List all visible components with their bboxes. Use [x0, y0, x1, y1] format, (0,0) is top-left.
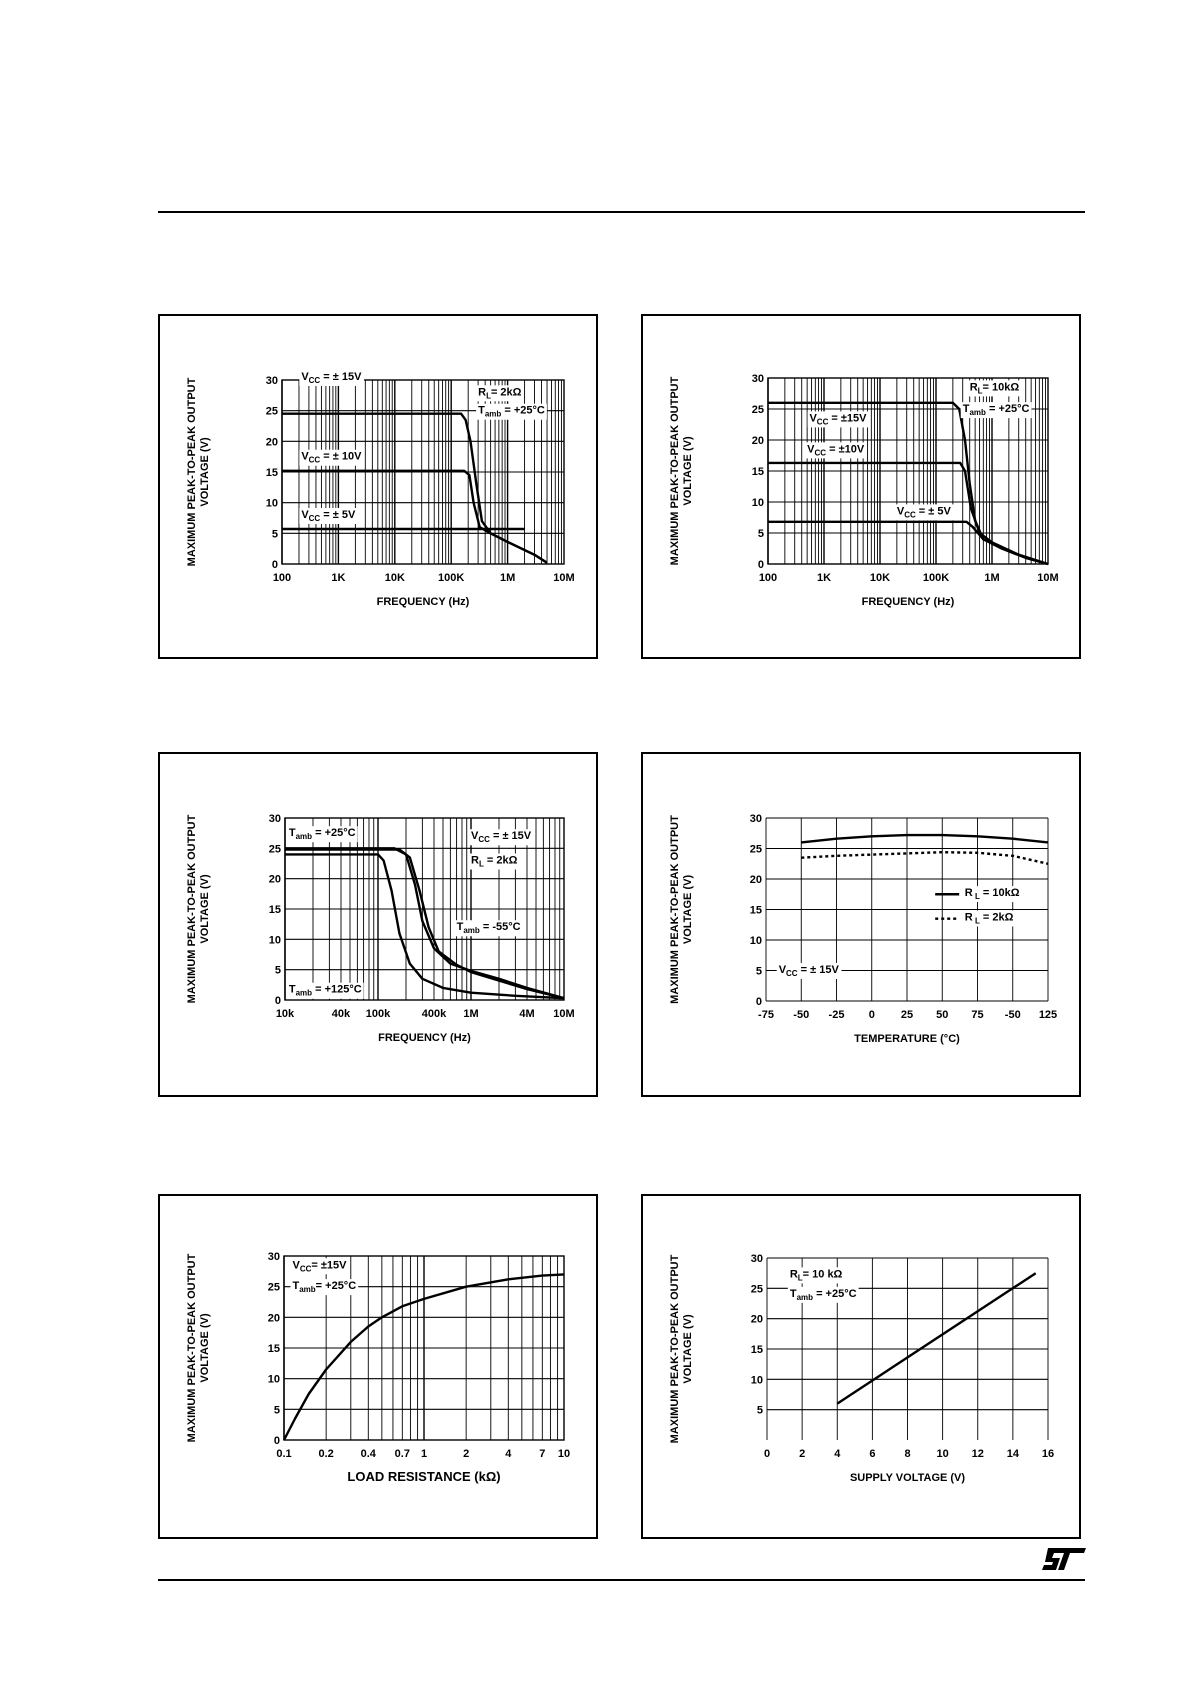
y-tick-label: 20: [749, 874, 762, 886]
x-axis-title: FREQUENCY (Hz): [378, 1032, 471, 1044]
x-tick-label: 1M: [463, 1008, 479, 1020]
series-line: [801, 835, 1048, 842]
y-tick-label: 30: [268, 813, 281, 825]
y-tick-label: 15: [751, 466, 764, 478]
chart-1: [160, 316, 600, 661]
y-tick-label: 10: [751, 497, 764, 509]
y-axis-title: MAXIMUM PEAK-TO-PEAK OUTPUT: [669, 376, 681, 566]
svg-text:VCC = ±10V: $V_{CC} = \pm 10V$: [807, 443, 865, 458]
x-tick-label: 1K: [816, 572, 832, 584]
y-tick-label: 0: [274, 995, 281, 1007]
svg-text:VCC = ± 5V: $V_{CC}$ = ± 5V: [301, 509, 356, 523]
svg-text:VCC = ± 10V: $V_{CC}$ = ± 10V: [301, 450, 362, 465]
svg-text:R L = 10kΩ: R $_L$ = 10kΩ: [964, 887, 1020, 902]
y-tick-label: 15: [749, 904, 762, 917]
x-tick-label: 100: [272, 572, 292, 584]
y-axis-title: MAXIMUM PEAK-TO-PEAK OUTPUT: [186, 377, 198, 567]
y-tick-label: 25: [749, 843, 762, 856]
x-tick-label: 10M: [553, 1008, 575, 1020]
x-tick-label: 6: [869, 1448, 876, 1460]
y-tick-label: 15: [265, 467, 278, 479]
y-tick-label: 5: [756, 1404, 763, 1417]
x-tick-label: 10K: [384, 572, 405, 584]
svg-text:RL= 10 kΩ: $R_L= 10$ kΩ: [789, 1268, 843, 1283]
annotation-label: [469, 854, 520, 870]
y-axis-title: VOLTAGE (V): [199, 1313, 211, 1383]
y-tick-label: 20: [268, 873, 281, 886]
y-tick-label: 10: [267, 1373, 280, 1386]
x-tick-label: 100K: [922, 572, 950, 584]
y-axis-title: MAXIMUM PEAK-TO-PEAK OUTPUT: [669, 815, 681, 1004]
annotation-label: [963, 910, 1016, 926]
svg-text:VCC = ±15V: $V_{CC} = \pm 15V$: [809, 412, 867, 427]
chart-panel-2: [641, 314, 1081, 659]
bottom-rule: [158, 1579, 1085, 1581]
series-line: [801, 852, 1048, 864]
x-tick-label: 4: [505, 1448, 512, 1460]
x-tick-label: 1K: [331, 572, 346, 584]
y-axis-title: VOLTAGE (V): [199, 437, 211, 507]
chart-panel-5: [158, 1194, 598, 1539]
x-tick-label: 10M: [553, 572, 575, 584]
x-tick-label: 0.7: [394, 1448, 410, 1460]
annotation-label: [476, 404, 547, 420]
y-tick-label: 30: [751, 373, 764, 385]
svg-text:VCC = ± 15V: $V_{CC}$ = ± 15V: [471, 830, 532, 845]
svg-text:Tamb = +25°C: $T_{amb} = +25^\circ C$: [288, 827, 356, 842]
y-tick-label: 20: [265, 436, 278, 449]
x-tick-label: 0.1: [276, 1448, 292, 1460]
y-tick-label: 10: [268, 934, 281, 947]
x-tick-label: 1M: [984, 572, 1000, 584]
y-tick-label: 10: [749, 935, 762, 947]
y-tick-label: 25: [267, 1281, 280, 1294]
annotation-label: [961, 402, 1032, 418]
annotation-label: [963, 886, 1022, 902]
x-tick-label: 4M: [519, 1008, 535, 1020]
svg-text:RL= 2kΩ: $R_L= 2k\Omega$: [478, 386, 522, 401]
y-tick-label: 25: [750, 1283, 763, 1296]
annotation-label: [968, 380, 1022, 396]
x-axis-title: FREQUENCY (Hz): [376, 596, 470, 608]
x-tick-label: 100k: [365, 1008, 391, 1020]
x-tick-label: -50: [1004, 1009, 1021, 1021]
svg-text:Tamb= +25°C: $T_{amb}= +25^\circ C$: [292, 1280, 357, 1295]
annotation-label: [290, 1258, 349, 1274]
y-tick-label: 5: [755, 965, 762, 978]
grid: [767, 1258, 1048, 1440]
annotation-label: [807, 411, 869, 427]
x-tick-label: 10M: [1037, 572, 1059, 584]
x-tick-label: 0.4: [360, 1448, 376, 1460]
x-tick-label: 7: [539, 1448, 546, 1460]
chart-panel-1: [158, 314, 598, 659]
top-rule: [158, 211, 1085, 213]
chart-panel-6: [641, 1194, 1081, 1539]
x-tick-label: 2: [799, 1448, 806, 1460]
x-tick-label: 400k: [421, 1008, 447, 1020]
chart-2: [643, 316, 1083, 661]
annotation-label: [788, 1267, 845, 1283]
annotation-label: [287, 983, 364, 999]
x-tick-label: 125: [1038, 1009, 1058, 1021]
x-tick-label: 0: [763, 1448, 771, 1460]
y-tick-label: 0: [273, 1435, 280, 1447]
annotation-label: [805, 442, 867, 458]
svg-text:VCC = ± 15V: $V_{CC}$ = ± 15V: [301, 371, 362, 385]
svg-text:VCC = ± 15V: $V_{CC}$ = ± 15V: [778, 963, 839, 978]
y-tick-label: 15: [750, 1344, 763, 1356]
x-tick-label: -50: [793, 1009, 810, 1021]
y-tick-label: 10: [750, 1374, 763, 1387]
x-tick-label: -75: [758, 1009, 774, 1021]
x-axis-title: SUPPLY VOLTAGE (V): [849, 1472, 966, 1484]
annotation-label: [788, 1287, 859, 1303]
y-tick-label: 5: [757, 528, 764, 540]
chart-4: [643, 754, 1083, 1099]
y-tick-label: 25: [268, 843, 281, 856]
y-axis-title: MAXIMUM PEAK-TO-PEAK OUTPUT: [186, 1253, 198, 1443]
y-tick-label: 25: [751, 404, 764, 416]
y-axis-title: VOLTAGE (V): [682, 874, 694, 945]
x-tick-label: 100: [758, 572, 778, 584]
y-tick-label: 0: [755, 996, 762, 1008]
svg-text:Tamb = +25°C: $T_{amb} = +25^\circ C$: [962, 403, 1030, 418]
svg-text:Tamb = +125°C: $T_{amb} = +125^\circ C$: [288, 983, 362, 998]
y-tick-label: 5: [273, 1404, 280, 1417]
x-axis-title: FREQUENCY (Hz): [861, 596, 955, 608]
x-tick-label: 14: [1006, 1448, 1019, 1460]
y-axis-title: VOLTAGE (V): [682, 436, 694, 506]
x-tick-label: 16: [1041, 1448, 1055, 1460]
chart-3: [160, 754, 600, 1099]
annotation-label: [895, 504, 954, 520]
y-tick-label: 5: [274, 964, 281, 977]
y-tick-label: 25: [265, 405, 278, 418]
x-tick-label: 10K: [869, 572, 891, 584]
annotation-label: [476, 385, 524, 401]
chart-6: [643, 1196, 1083, 1541]
chart-panel-4: [641, 752, 1081, 1097]
y-axis-title: VOLTAGE (V): [199, 874, 211, 944]
y-tick-label: 30: [267, 1251, 280, 1263]
annotation-label: [299, 370, 364, 386]
x-tick-label: 8: [904, 1448, 911, 1460]
x-tick-label: 75: [971, 1009, 984, 1021]
x-tick-label: 1M: [499, 572, 516, 584]
y-tick-label: 5: [271, 528, 278, 541]
y-axis-title: VOLTAGE (V): [682, 1314, 694, 1384]
annotation-label: [777, 963, 842, 979]
svg-text:VCC= ±15V: $V_{CC}= \pm 15V$: [292, 1259, 347, 1274]
x-tick-label: 2: [463, 1448, 470, 1460]
svg-text:RL= 10kΩ: $R_L= 10k\Omega$: [969, 381, 1020, 396]
y-tick-label: 15: [267, 1343, 280, 1355]
svg-text:Tamb = +25°C: $T_{amb} = +25^\circ C$: [478, 404, 545, 419]
x-tick-label: 4: [834, 1448, 841, 1460]
y-tick-label: 10: [265, 497, 278, 510]
x-tick-label: 10: [936, 1448, 949, 1460]
chart-5: [160, 1196, 600, 1541]
x-tick-label: 0.2: [318, 1448, 334, 1460]
x-tick-label: 50: [936, 1009, 949, 1021]
svg-text:RL = 2kΩ: $R_L = 2k\Omega$: [471, 854, 518, 869]
y-tick-label: 30: [749, 813, 762, 825]
y-tick-label: 0: [757, 559, 764, 571]
y-tick-label: 20: [751, 435, 764, 447]
series-line: [837, 1273, 1035, 1403]
x-tick-label: 10: [557, 1448, 571, 1460]
annotation-label: [455, 920, 523, 936]
svg-text:Tamb = +25°C: $T_{amb} = +25^\circ C$: [789, 1287, 857, 1302]
st-logo-icon: [1040, 1546, 1090, 1572]
svg-text:R L = 2kΩ: R $_L$ = 2kΩ: [964, 911, 1014, 926]
x-tick-label: 40k: [331, 1008, 351, 1020]
svg-text:VCC = ± 5V: $V_{CC}$ = ± 5V: [896, 505, 951, 520]
y-axis-title: MAXIMUM PEAK-TO-PEAK OUTPUT: [669, 1254, 681, 1444]
chart-panel-3: [158, 752, 598, 1097]
x-tick-label: 25: [900, 1009, 914, 1021]
annotation-label: [299, 450, 364, 466]
svg-text:Tamb = -55°C: $T_{amb} = -55^\circ C$: [456, 921, 521, 936]
x-tick-label: 100K: [438, 572, 465, 584]
y-tick-label: 20: [750, 1313, 763, 1326]
annotation-label: [287, 826, 358, 842]
annotation-label: [469, 829, 534, 845]
annotation-label: [290, 1279, 358, 1295]
x-tick-label: 10k: [275, 1008, 295, 1020]
y-tick-label: 20: [267, 1312, 280, 1325]
y-tick-label: 30: [750, 1253, 763, 1265]
y-axis-title: MAXIMUM PEAK-TO-PEAK OUTPUT: [186, 814, 198, 1004]
x-tick-label: 12: [971, 1448, 984, 1460]
x-tick-label: 1: [420, 1448, 428, 1460]
series-line: [768, 522, 1048, 564]
y-tick-label: 0: [271, 559, 278, 571]
x-tick-label: 0: [868, 1009, 875, 1021]
y-tick-label: 30: [265, 375, 278, 387]
annotation-label: [299, 508, 358, 524]
y-tick-label: 15: [268, 904, 281, 916]
x-axis-title: TEMPERATURE (°C): [854, 1033, 960, 1045]
x-tick-label: -25: [828, 1009, 845, 1021]
x-axis-title: LOAD RESISTANCE (kΩ): [347, 1469, 501, 1484]
